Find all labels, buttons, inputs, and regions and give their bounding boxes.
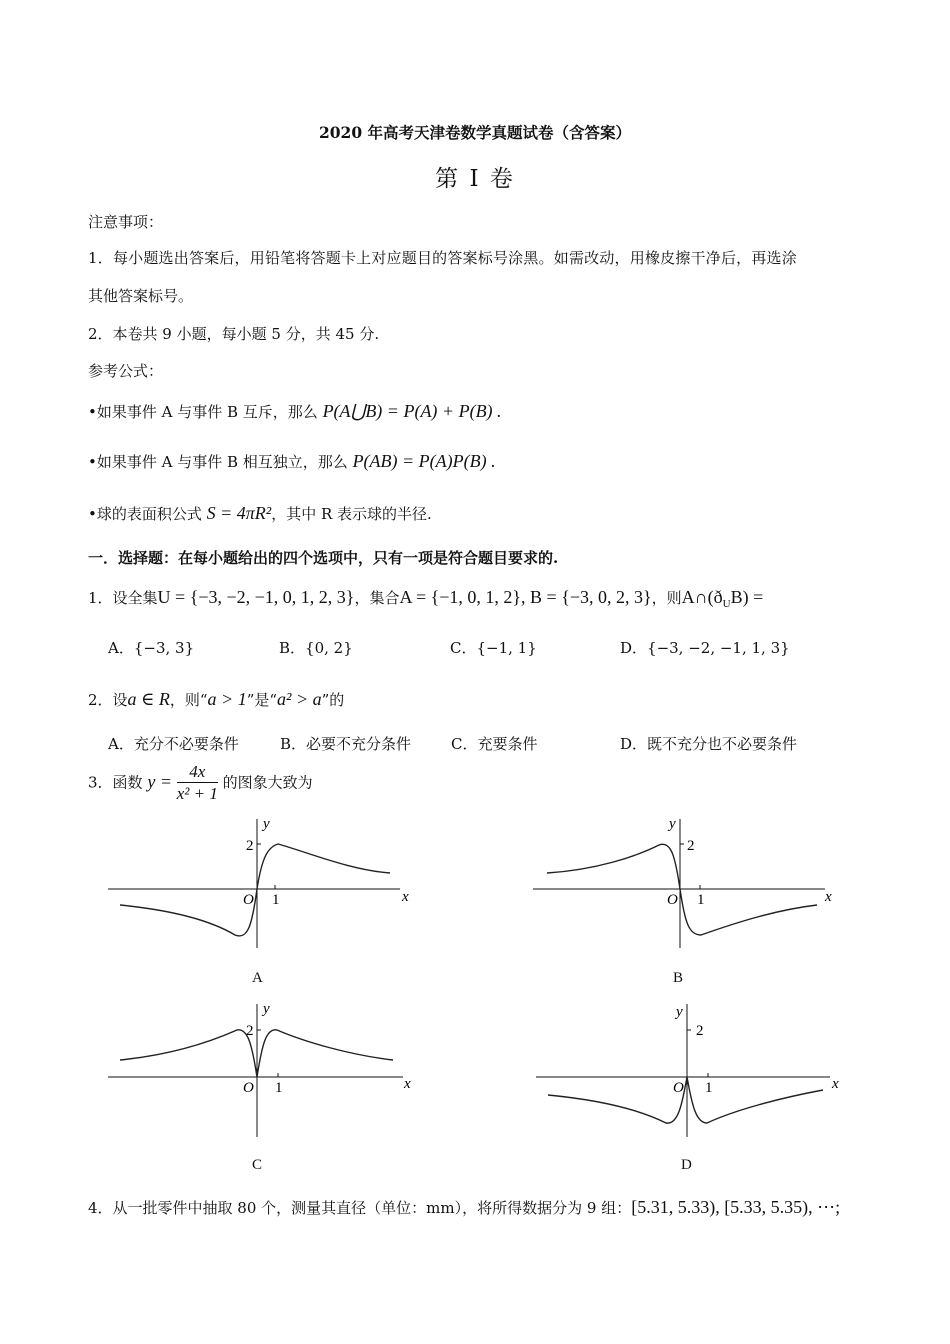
- q2-option-b: B．必要不充分条件: [280, 735, 412, 753]
- q1-option-b: B．{0, 2}: [279, 639, 353, 657]
- formula-3-math: S = 4πR²: [206, 503, 272, 523]
- formula-1: [88, 401, 502, 422]
- graph-b-curve: [547, 844, 817, 935]
- notice-heading: 注意事项：: [88, 213, 164, 231]
- q1-option-a: A．{−3, 3}: [108, 639, 195, 657]
- notice-item-2: 2．本卷共 9 小题，每小题 5 分，共 45 分.: [88, 325, 380, 343]
- graph-d-curve: [548, 1077, 823, 1123]
- graph-a-tick-2-label: 2: [246, 838, 254, 854]
- q2-stem-b: ，则“: [169, 691, 208, 709]
- q2-option-d: D．既不充分也不必要条件: [620, 735, 798, 753]
- q1-math-ab: A = {−1, 0, 1, 2}, B = {−3, 0, 2, 3}: [399, 587, 652, 607]
- graph-a: [100, 815, 420, 955]
- formula-3-text: •球的表面积公式: [88, 505, 202, 523]
- graph-c-origin-label: O: [243, 1080, 254, 1096]
- formula-3-tail: ，其中 R 表示球的半径.: [271, 505, 432, 523]
- formula-2-text: •如果事件 A 与事件 B 相互独立，那么: [88, 453, 348, 471]
- graph-a-origin-label: O: [243, 892, 254, 908]
- q1-math-expr: A∩(ð: [681, 587, 723, 607]
- graph-d-y-label: y: [676, 1004, 683, 1020]
- graph-d-tick-2-label: 2: [696, 1023, 704, 1039]
- graph-b-tick-1-label: 1: [697, 892, 705, 908]
- q3-math-y: y =: [147, 771, 172, 792]
- q1-stem-b: ，集合: [354, 589, 400, 607]
- graph-d-origin-label: O: [673, 1080, 684, 1096]
- graph-c-y-label: y: [263, 1001, 270, 1017]
- q3-fraction-numerator: 4x: [177, 762, 218, 783]
- graph-d-caption: D: [681, 1157, 692, 1173]
- notice-item-1-line-2: 其他答案标号。: [88, 287, 194, 305]
- formula-2-math: P(AB) = P(A)P(B) .: [352, 451, 496, 471]
- graph-b: [525, 815, 845, 955]
- q1-option-d: D．{−3, −2, −1, 1, 3}: [620, 639, 790, 657]
- q2-math-a: a ∈ R: [127, 689, 170, 709]
- graph-c-tick-2-label: 2: [246, 1023, 254, 1039]
- q3-fraction-denominator: x² + 1: [176, 784, 218, 803]
- question-3-stem: [88, 762, 313, 805]
- graph-a-tick-1-label: 1: [272, 892, 280, 908]
- question-1-stem: [88, 587, 763, 610]
- q3-stem-a: 3．函数: [88, 773, 143, 792]
- notice-item-1-line-1: 1．每小题选出答案后，用铅笔将答题卡上对应题目的答案标号涂黑。如需改动，用橡皮擦干净后，再选涂: [88, 249, 797, 267]
- q2-option-a: A．充分不必要条件: [108, 735, 239, 753]
- q2-option-c: C．充要条件: [451, 735, 538, 753]
- formula-3: [88, 503, 432, 524]
- graph-c-caption: C: [252, 1157, 263, 1173]
- q3-fraction: [177, 762, 218, 805]
- graph-b-caption: B: [673, 970, 684, 986]
- graph-c: [100, 1000, 420, 1140]
- paper-title: 2020 年高考天津卷数学真题试卷（含答案）: [318, 123, 632, 142]
- q1-math-sub: U: [722, 598, 731, 610]
- part-title: 第 I 卷: [435, 166, 515, 192]
- question-4-stem: [88, 1197, 840, 1218]
- formula-2: [88, 451, 496, 472]
- q4-math: [5.31, 5.33), [5.33, 5.35), ⋯;: [631, 1197, 841, 1217]
- graph-a-y-label: y: [263, 816, 270, 832]
- graph-b-x-label: x: [825, 889, 832, 905]
- graph-a-curve: [120, 844, 390, 936]
- q2-stem-c: ”是“: [246, 691, 278, 709]
- graph-d: [530, 1000, 850, 1140]
- q1-stem-c: ，则: [651, 589, 682, 607]
- formula-1-text: •如果事件 A 与事件 B 互斥，那么: [88, 403, 318, 421]
- graph-d-tick-1-label: 1: [705, 1080, 713, 1096]
- q2-stem-a: 2．设: [88, 691, 128, 709]
- q4-stem-text: 4．从一批零件中抽取 80 个，测量其直径（单位：mm），将所得数据分为 9 组：: [88, 1199, 632, 1217]
- graph-a-caption: A: [252, 970, 263, 986]
- formula-1-math: P(A⋃B) = P(A) + P(B) .: [322, 401, 502, 421]
- q1-stem-a: 1．设全集: [88, 589, 158, 607]
- q2-math-b: a > 1: [207, 689, 247, 709]
- graph-c-x-label: x: [404, 1076, 411, 1092]
- graph-b-origin-label: O: [667, 892, 678, 908]
- question-2-stem: [88, 689, 344, 710]
- q2-math-c: a² > a: [277, 689, 322, 709]
- q3-stem-b: 的图象大致为: [222, 773, 313, 792]
- section-1-heading: 一．选择题：在每小题给出的四个选项中，只有一项是符合题目要求的.: [88, 549, 559, 567]
- q1-math-u: U = {−3, −2, −1, 0, 1, 2, 3}: [157, 587, 355, 607]
- graph-a-x-label: x: [402, 889, 409, 905]
- q1-option-c: C．{−1, 1}: [450, 639, 537, 657]
- graph-c-tick-1-label: 1: [275, 1080, 283, 1096]
- formula-heading: 参考公式：: [88, 362, 164, 380]
- graph-b-y-label: y: [669, 816, 676, 832]
- graph-d-x-label: x: [832, 1076, 839, 1092]
- q2-stem-d: ”的: [321, 691, 345, 709]
- graph-b-tick-2-label: 2: [687, 838, 695, 854]
- q1-math-tail: B) =: [730, 587, 764, 607]
